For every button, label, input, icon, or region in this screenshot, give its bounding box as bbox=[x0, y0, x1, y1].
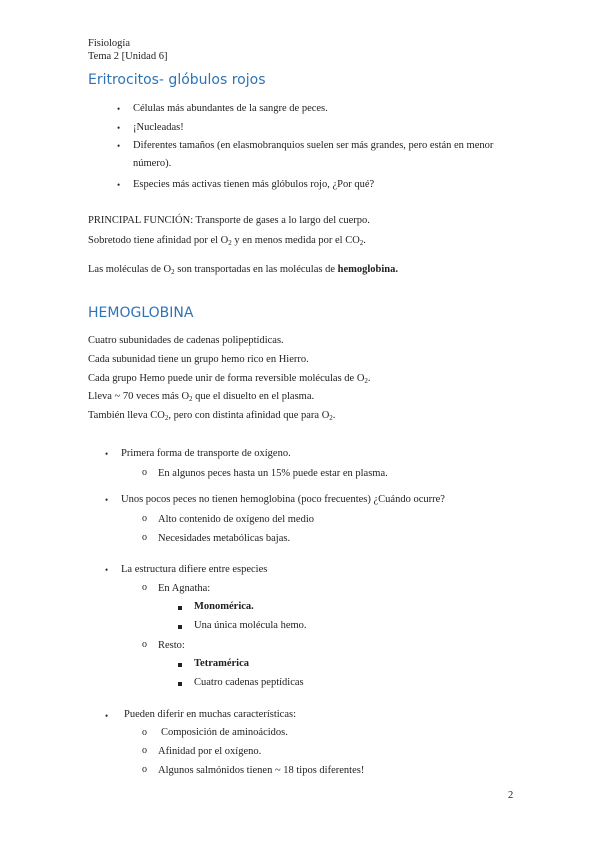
page-number: 2 bbox=[508, 790, 514, 801]
header-topic: Tema 2 [Unidad 6] bbox=[88, 51, 168, 62]
section-title-eritrocitos: Eritrocitos- glóbulos rojos bbox=[88, 72, 266, 88]
square-bullet-icon bbox=[178, 625, 182, 629]
sub-sub-list-item: Una única molécula hemo. bbox=[194, 620, 307, 631]
sub-list-item: Alto contenido de oxígeno del medio bbox=[158, 514, 315, 525]
list-item: Unos pocos peces no tienen hemoglobina (poco frecuentes) ¿Cuándo ocurre? bbox=[121, 494, 445, 505]
circle-bullet-icon: o bbox=[142, 467, 147, 478]
sub-list-item: Resto: bbox=[158, 640, 185, 651]
circle-bullet-icon: o bbox=[142, 764, 147, 775]
circle-bullet-icon: o bbox=[142, 582, 147, 593]
sub-list-item: En algunos peces hasta un 15% puede estar en plasma. bbox=[158, 468, 388, 479]
bullet-icon: • bbox=[117, 141, 121, 151]
list-item: La estructura difiere entre especies bbox=[121, 564, 268, 575]
bullet-icon: • bbox=[105, 565, 109, 575]
sub-list-item: Afinidad por el oxígeno. bbox=[158, 746, 262, 757]
bullet-icon: • bbox=[117, 180, 121, 190]
sub-list-item: Necesidades metabólicas bajas. bbox=[158, 533, 291, 544]
text-line: Cuatro subunidades de cadenas polipeptídicas. bbox=[88, 335, 284, 346]
sub-sub-list-item: Cuatro cadenas peptídicas bbox=[194, 677, 304, 688]
list-item: Especies más activas tienen más glóbulos rojo, ¿Por qué? bbox=[133, 179, 375, 190]
sub-list-item: En Agnatha: bbox=[158, 583, 211, 594]
square-bullet-icon bbox=[178, 682, 182, 686]
text-line: Cada subunidad tiene un grupo hemo rico en Hierro. bbox=[88, 354, 309, 365]
list-item-continuation: número). bbox=[133, 158, 172, 169]
circle-bullet-icon: o bbox=[142, 639, 147, 650]
text-line: También lleva $CO_2$, pero con distinta afinidad que para $O_2$. bbox=[88, 410, 336, 422]
header-subject: Fisiología bbox=[88, 38, 131, 49]
text-line: Lleva ~ 70 veces más $O_2$ que el disuelto en el plasma. bbox=[88, 391, 315, 403]
circle-bullet-icon: o bbox=[142, 727, 147, 738]
section-title-hemoglobina: HEMOGLOBINA bbox=[88, 305, 194, 321]
affinity-line: Sobretodo tiene afinidad por el $O_2$ y en menos medida por el $CO_2$. bbox=[88, 235, 366, 247]
bullet-icon: • bbox=[117, 104, 121, 114]
sub-sub-list-item: Tetramérica bbox=[194, 658, 250, 669]
circle-bullet-icon: o bbox=[142, 513, 147, 524]
bullet-icon: • bbox=[105, 495, 109, 505]
bullet-icon: • bbox=[105, 449, 109, 459]
sub-list-item: Composición de aminoácidos. bbox=[161, 727, 288, 738]
text-line: Cada grupo Hemo puede unir de forma reversible moléculas de $O_2$. bbox=[88, 373, 371, 385]
list-item: Pueden diferir en muchas características: bbox=[124, 709, 297, 720]
principal-function: PRINCIPAL FUNCIÓN: Transporte de gases a lo largo del cuerpo. bbox=[88, 215, 370, 226]
molecules-line: Las moléculas de $O_2$ son transportadas en las moléculas de hemoglobina. bbox=[88, 264, 398, 276]
list-item: ¡Nucleadas! bbox=[133, 122, 184, 133]
square-bullet-icon bbox=[178, 606, 182, 610]
list-item: Diferentes tamaños (en elasmobranquios suelen ser más grandes, pero están en menor bbox=[133, 140, 494, 151]
sub-sub-list-item: Monomérica. bbox=[194, 601, 254, 612]
sub-list-item: Algunos salmónidos tienen ~ 18 tipos diferentes! bbox=[158, 765, 365, 776]
square-bullet-icon bbox=[178, 663, 182, 667]
bullet-icon: • bbox=[105, 711, 109, 721]
list-item: Primera forma de transporte de oxígeno. bbox=[121, 448, 291, 459]
list-item: Células más abundantes de la sangre de peces. bbox=[133, 103, 328, 114]
circle-bullet-icon: o bbox=[142, 532, 147, 543]
bullet-icon: • bbox=[117, 123, 121, 133]
circle-bullet-icon: o bbox=[142, 745, 147, 756]
